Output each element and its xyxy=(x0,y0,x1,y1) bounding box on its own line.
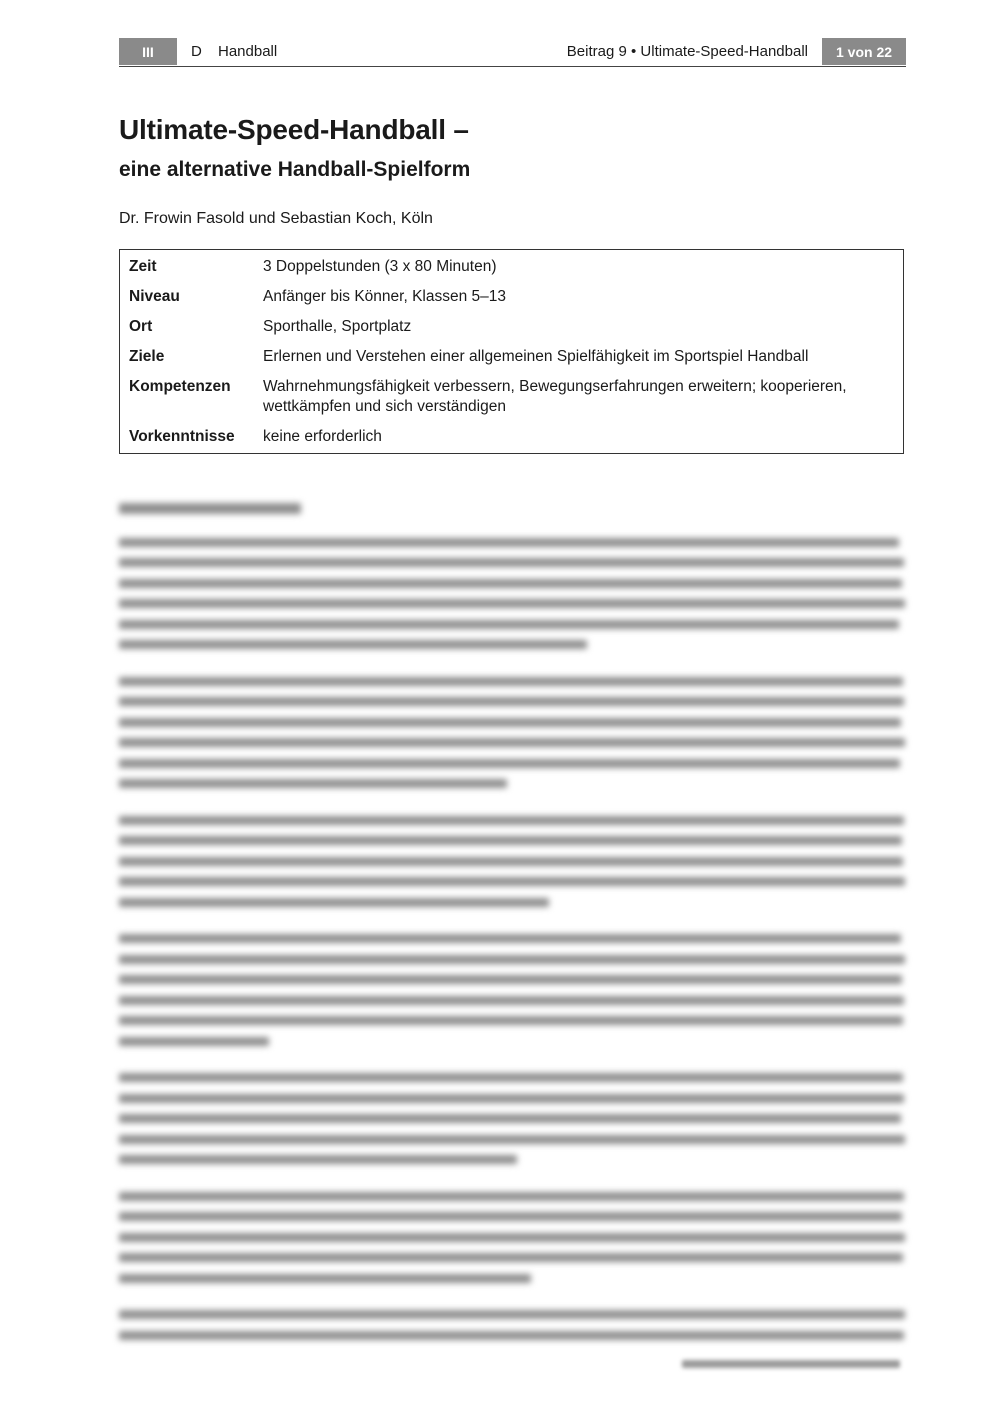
info-value: Anfänger bis Könner, Klassen 5–13 xyxy=(263,288,507,305)
info-value: Wahrnehmungsfähigkeit verbessern, Bewegungserfahrungen erweitern; kooperieren, wettkämpfen und sich verständigen xyxy=(263,378,847,415)
section-badge: III xyxy=(119,38,177,65)
authors-line: Dr. Frowin Fasold und Sebastian Koch, Köln xyxy=(119,210,433,227)
info-table xyxy=(119,249,904,454)
info-row-ort xyxy=(120,317,903,337)
info-row-kompetenzen xyxy=(120,377,903,417)
article-label: Beitrag 9 • Ultimate-Speed-Handball xyxy=(566,43,808,60)
blurred-paragraph xyxy=(119,1305,906,1346)
blurred-paragraph xyxy=(119,1068,906,1171)
info-row-zeit xyxy=(120,257,903,277)
info-value: Sporthalle, Sportplatz xyxy=(263,318,412,335)
info-value: 3 Doppelstunden (3 x 80 Minuten) xyxy=(263,258,497,275)
blurred-paragraph xyxy=(119,810,906,913)
info-row-ziele xyxy=(120,347,903,367)
info-label: Ziele xyxy=(129,348,165,365)
info-label: Vorkenntnisse xyxy=(129,428,235,445)
document-subtitle: eine alternative Handball-Spielform xyxy=(119,158,471,181)
blurred-paragraph xyxy=(119,532,906,655)
blurred-paragraph xyxy=(119,671,906,794)
info-label: Zeit xyxy=(129,258,157,275)
blurred-heading xyxy=(119,500,906,518)
page-number-badge: 1 von 22 xyxy=(822,38,906,65)
section-letter: D xyxy=(191,43,202,60)
info-value: Erlernen und Verstehen einer allgemeinen Spielfähigkeit im Sportspiel Handball xyxy=(263,348,809,365)
blurred-body-text xyxy=(119,500,906,1362)
blurred-paragraph xyxy=(119,1186,906,1289)
subject-label: Handball xyxy=(218,43,278,60)
info-row-vorkenntnisse xyxy=(120,427,903,447)
info-label: Ort xyxy=(129,318,153,335)
blurred-paragraph xyxy=(119,929,906,1052)
info-row-niveau xyxy=(120,287,903,307)
page-header xyxy=(119,38,906,67)
info-label: Kompetenzen xyxy=(129,378,231,395)
document-title: Ultimate-Speed-Handball – xyxy=(119,114,469,145)
page-footer xyxy=(682,1356,906,1370)
info-label: Niveau xyxy=(129,288,180,305)
info-value: keine erforderlich xyxy=(263,428,382,445)
